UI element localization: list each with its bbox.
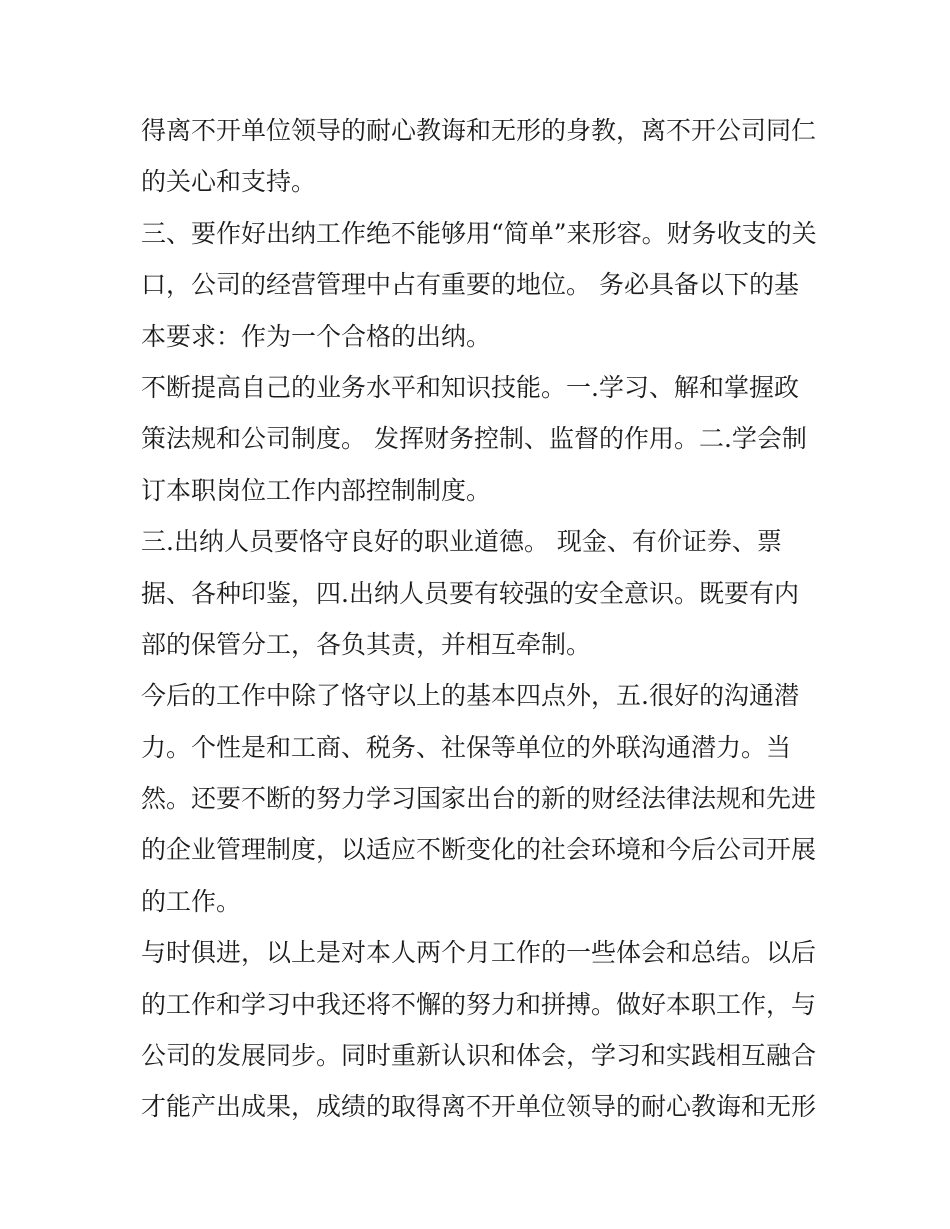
text-line: 三、要作好出纳工作绝不能够用“简单”来形容。财务收支的关 [141, 218, 817, 248]
text-line: 的工作。 [141, 886, 242, 916]
text-line: 与时俱进，以上是对本人两个月工作的一些体会和总结。以后 [141, 938, 817, 968]
text-line: 的企业管理制度，以适应不断变化的社会环境和今后公司开展 [141, 835, 817, 865]
text-line: 才能产出成果，成绩的取得离不开单位领导的耐心教诲和无形 [141, 1092, 817, 1122]
text-line: 力。个性是和工商、税务、社保等单位的外联沟通潜力。当 [141, 732, 792, 762]
document-body-text [141, 105, 821, 1133]
text-line: 策法规和公司制度。 发挥财务控制、监督的作用。二.学会制 [141, 424, 807, 454]
text-line: 公司的发展同步。同时重新认识和体会，学习和实践相互融合 [141, 1041, 817, 1071]
text-line: 三.出纳人员要恪守良好的职业道德。 现金、有价证券、票 [141, 527, 782, 557]
text-line: 得离不开单位领导的耐心教诲和无形的身教，离不开公司同仁 [141, 116, 817, 145]
text-line: 的关心和支持。 [141, 167, 317, 197]
text-line: 据、各种印鉴，四.出纳人员要有较强的安全意识。既要有内 [141, 578, 799, 608]
text-line: 订本职岗位工作内部控制制度。 [141, 475, 492, 505]
text-line: 然。还要不断的努力学习国家出台的新的财经法律法规和先进 [141, 784, 817, 814]
text-line: 部的保管分工，各负其责，并相互牵制。 [141, 629, 592, 659]
text-line: 不断提高自己的业务水平和知识技能。一.学习、解和掌握政 [141, 372, 799, 402]
text-line: 本要求：作为一个合格的出纳。 [141, 321, 492, 351]
text-line: 口，公司的经营管理中占有重要的地位。 务必具备以下的基 [141, 270, 799, 300]
text-line: 的工作和学习中我还将不懈的努力和拼搏。做好本职工作，与 [141, 989, 817, 1019]
text-line: 今后的工作中除了恪守以上的基本四点外，五.很好的沟通潜 [141, 681, 799, 711]
